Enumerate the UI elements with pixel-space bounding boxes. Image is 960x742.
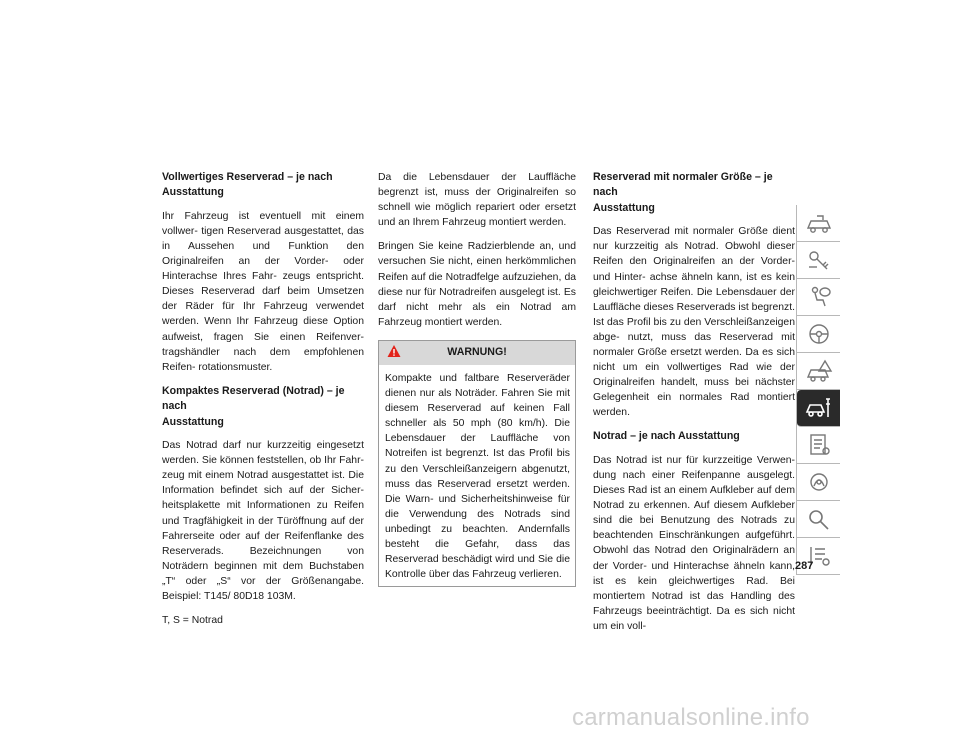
- paragraph-compact-spare: Das Notrad darf nur kurzzeitig eingesetzt werden. Sie können feststellen, ob Ihr Fahr- zeug mit einem Notrad ausgestattet ist. Die Information befindet sich auf der Sicher- heitsplakette mit Informationen zu Reifen und Tragfähigkeit in der Türöffnung auf der Fahrerseite oder auf der Reifenflanke des Reserverads. Bezeichnungen von Noträdern beginnen mit dem Buchstaben „T“ oder „S“ vor der Größenangabe. Beispiel: T145/ 80D18 103M.: [162, 440, 364, 602]
- warning-title: WARNUNG!: [447, 346, 507, 359]
- chapter-tab-sidebar: [796, 205, 840, 575]
- car-service-icon: [805, 395, 833, 421]
- tab-car-warning[interactable]: [797, 353, 840, 390]
- heading-compact-spare: Kompaktes Reserverad (Notrad) – je nach Ausstattung: [162, 384, 345, 428]
- warning-header: [379, 341, 575, 365]
- warning-text: Kompakte und faltbare Reserveräder dienen nur als Noträder. Fahren Sie mit diesem Reserverad auf keinen Fall schneller als 50 mph (80 km/h). Die Lebensdauer der Lauffläche von Notreifen ist begrenzt. Ist das Profil bis zu den Verschleißanzeigern abgenutzt, muss das Reserverad ersetzt werden. Die Warn- und Sicherheitshinweise für die Verwendung des Notrads sind unbedingt zu beachten. Andernfalls besteht die Gefahr, dass das Reserverad beschädigt wird und Sie die Kontrolle über das Fahrzeug verlieren.: [385, 372, 570, 581]
- multimedia-icon: [805, 469, 833, 495]
- car-warning-icon: [805, 358, 833, 384]
- search-icon: [805, 506, 833, 532]
- paragraph-tread-life: Da die Lebensdauer der Lauffläche begrenzt ist, muss der Originalreifen so schnell wie möglich repariert oder ersetzt und an Ihrem Fahrzeug montiert werden.: [378, 172, 576, 229]
- keys-icon: [805, 247, 833, 273]
- warning-box: [378, 340, 576, 587]
- heading-normal-size-spare: Reserverad mit normaler Größe – je nach Ausstattung: [593, 171, 773, 214]
- tab-car-service[interactable]: [797, 390, 840, 427]
- column-left: [162, 170, 364, 637]
- paragraph-emergency-spare: Das Notrad ist nur für kurzzeitige Verwen- dung nach einer Reifenpanne ausgelegt. Dieses Rad ist an einem Aufkleber auf dem Notrad zu erkennen. Auf diesem Aufkleber sind die bei Benutzung des Notrads zu beachtenden Einschränkungen aufgeführt. Obwohl das Notrad den Originalrädern an der Vorder- und Hinterachse ähneln kann, ist es kein gleichwertiges Rad. Bei montiertem Notrad ist das Handling des Fahrzeugs beeinträchtigt. Da es sich nicht um ein voll-: [593, 454, 795, 632]
- tab-multimedia[interactable]: [797, 464, 840, 501]
- paragraph-normal-size-spare: Das Reserverad mit normaler Größe dient nur kurzzeitig als Notrad. Obwohl dieser Reifen den Originalreifen an der Vorder- und Hinter- achse ähneln kann, ist es kein gleichwertiger Reifen. Die Lebensdauer der Lauffläche dieses Reserverads ist begrenzt. Ist das Profil bis zu den Verschleißanzeigen abge- nutzt, muss das Reserverad mit normaler Größe ersetzt werden. Da es sich nicht um ein vollwertiges Rad wie der Originalreifen handelt, muss bei nächster Gelegenheit ein normales Rad montiert werden.: [593, 226, 795, 419]
- paragraph-t-s-note: T, S = Notrad: [162, 615, 223, 627]
- paragraph-wheel-cover: Bringen Sie keine Radzierblende an, und versuchen Sie nicht, einen herkömmlichen Reifen auf die Notradfelge aufzuziehen, da diese nur für Notradreifen ausgelegt ist. Es darf nicht mehr als ein Notrad am Fahrzeug montiert werden.: [378, 241, 576, 328]
- paragraph-full-size-spare: Ihr Fahrzeug ist eventuell mit einem vollwer- tigen Reserverad ausgestattet, das in Aussehen und Funktion den Originalreifen an der Vorder- oder Hinterachse Ihres Fahr- zeugs entspricht. Dieses Reserverad darf beim Umsetzen der Räder für Ihr Fahrzeug verwendet werden. Wenn Ihr Fahrzeug diese Option aufweist, fragen Sie einen Reifenver- tragshändler nach dem empfohlenen Reifen- rotationsmuster.: [162, 210, 364, 373]
- column-middle: [378, 170, 576, 587]
- tab-steering[interactable]: [797, 316, 840, 353]
- column-right: [593, 170, 795, 643]
- car-interior-icon: [805, 210, 833, 236]
- tab-search[interactable]: [797, 501, 840, 538]
- heading-full-size-spare: Vollwertiges Reserverad – je nach Ausstattung: [162, 171, 333, 199]
- tab-keys[interactable]: [797, 242, 840, 279]
- airbag-icon: [805, 284, 833, 310]
- watermark: carmanualsonline.info: [572, 704, 810, 731]
- page-number: 287: [795, 560, 814, 572]
- tab-car-interior[interactable]: [797, 205, 840, 242]
- tab-specifications[interactable]: [797, 427, 840, 464]
- steering-wheel-icon: [805, 321, 833, 347]
- tab-airbag[interactable]: [797, 279, 840, 316]
- heading-emergency-spare: Notrad – je nach Ausstattung: [593, 430, 740, 443]
- warning-triangle-icon: [387, 344, 401, 358]
- specifications-icon: [805, 432, 833, 458]
